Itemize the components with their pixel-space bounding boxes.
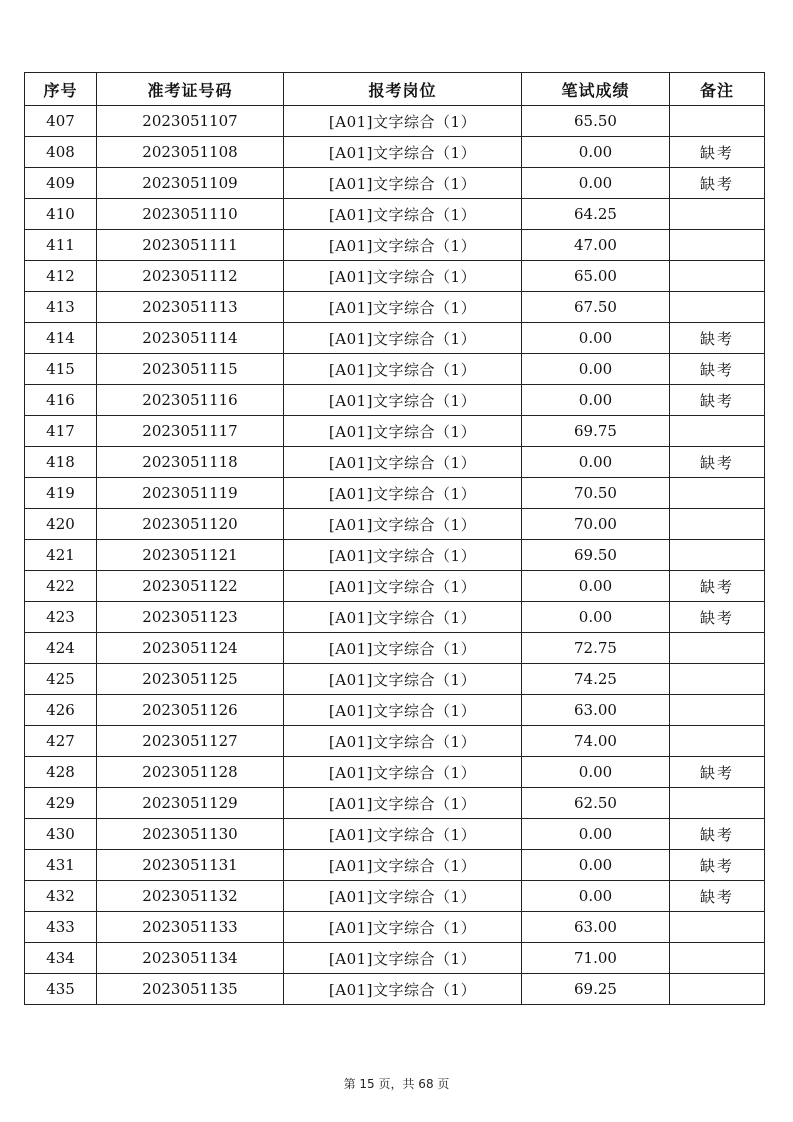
table-row <box>25 261 765 292</box>
cell-ticket-number: 2023051130 <box>97 819 284 850</box>
table-row <box>25 602 765 633</box>
cell-position: [A01]文字综合（1） <box>284 881 522 912</box>
cell-ticket-number: 2023051108 <box>97 137 284 168</box>
cell-remarks <box>670 509 765 540</box>
cell-position: [A01]文字综合（1） <box>284 788 522 819</box>
cell-remarks <box>670 416 765 447</box>
cell-ticket-number: 2023051121 <box>97 540 284 571</box>
table-row <box>25 912 765 943</box>
header-seq: 序号 <box>25 73 97 106</box>
cell-position: [A01]文字综合（1） <box>284 974 522 1005</box>
cell-seq: 427 <box>25 726 97 757</box>
cell-ticket-number: 2023051122 <box>97 571 284 602</box>
cell-written-score: 65.50 <box>522 106 670 137</box>
table-body <box>25 106 765 1005</box>
cell-seq: 407 <box>25 106 97 137</box>
cell-written-score: 72.75 <box>522 633 670 664</box>
cell-seq: 430 <box>25 819 97 850</box>
cell-seq: 424 <box>25 633 97 664</box>
cell-position: [A01]文字综合（1） <box>284 106 522 137</box>
cell-position: [A01]文字综合（1） <box>284 633 522 664</box>
cell-ticket-number: 2023051114 <box>97 323 284 354</box>
cell-written-score: 65.00 <box>522 261 670 292</box>
cell-ticket-number: 2023051128 <box>97 757 284 788</box>
cell-ticket-number: 2023051109 <box>97 168 284 199</box>
cell-remarks <box>670 106 765 137</box>
cell-ticket-number: 2023051125 <box>97 664 284 695</box>
cell-remarks <box>670 912 765 943</box>
cell-position: [A01]文字综合（1） <box>284 137 522 168</box>
header-position: 报考岗位 <box>284 73 522 106</box>
cell-seq: 422 <box>25 571 97 602</box>
cell-position: [A01]文字综合（1） <box>284 695 522 726</box>
cell-written-score: 63.00 <box>522 695 670 726</box>
table-row <box>25 168 765 199</box>
table-row <box>25 695 765 726</box>
table-row <box>25 137 765 168</box>
cell-written-score: 0.00 <box>522 323 670 354</box>
cell-seq: 410 <box>25 199 97 230</box>
header-remarks: 备注 <box>670 73 765 106</box>
cell-remarks: 缺考 <box>670 168 765 199</box>
table-row <box>25 354 765 385</box>
table-row <box>25 416 765 447</box>
cell-position: [A01]文字综合（1） <box>284 168 522 199</box>
cell-remarks: 缺考 <box>670 385 765 416</box>
table-row <box>25 447 765 478</box>
table-row <box>25 230 765 261</box>
cell-seq: 408 <box>25 137 97 168</box>
cell-written-score: 0.00 <box>522 571 670 602</box>
header-ticket-number: 准考证号码 <box>97 73 284 106</box>
cell-written-score: 71.00 <box>522 943 670 974</box>
cell-seq: 417 <box>25 416 97 447</box>
cell-remarks: 缺考 <box>670 602 765 633</box>
cell-written-score: 70.00 <box>522 509 670 540</box>
cell-position: [A01]文字综合（1） <box>284 416 522 447</box>
cell-seq: 418 <box>25 447 97 478</box>
cell-seq: 415 <box>25 354 97 385</box>
cell-written-score: 74.25 <box>522 664 670 695</box>
cell-position: [A01]文字综合（1） <box>284 354 522 385</box>
header-written-score: 笔试成绩 <box>522 73 670 106</box>
cell-seq: 420 <box>25 509 97 540</box>
table-row <box>25 633 765 664</box>
cell-ticket-number: 2023051127 <box>97 726 284 757</box>
cell-ticket-number: 2023051120 <box>97 509 284 540</box>
cell-ticket-number: 2023051115 <box>97 354 284 385</box>
cell-ticket-number: 2023051118 <box>97 447 284 478</box>
cell-remarks <box>670 633 765 664</box>
cell-ticket-number: 2023051111 <box>97 230 284 261</box>
table-header-row <box>25 73 765 106</box>
cell-written-score: 0.00 <box>522 819 670 850</box>
cell-written-score: 0.00 <box>522 850 670 881</box>
cell-remarks <box>670 540 765 571</box>
cell-ticket-number: 2023051119 <box>97 478 284 509</box>
cell-written-score: 0.00 <box>522 602 670 633</box>
cell-position: [A01]文字综合（1） <box>284 261 522 292</box>
cell-seq: 412 <box>25 261 97 292</box>
cell-written-score: 70.50 <box>522 478 670 509</box>
cell-ticket-number: 2023051107 <box>97 106 284 137</box>
cell-position: [A01]文字综合（1） <box>284 943 522 974</box>
cell-ticket-number: 2023051116 <box>97 385 284 416</box>
cell-remarks <box>670 664 765 695</box>
cell-remarks: 缺考 <box>670 137 765 168</box>
cell-seq: 416 <box>25 385 97 416</box>
cell-remarks: 缺考 <box>670 850 765 881</box>
cell-remarks <box>670 292 765 323</box>
cell-remarks <box>670 478 765 509</box>
cell-position: [A01]文字综合（1） <box>284 447 522 478</box>
cell-ticket-number: 2023051110 <box>97 199 284 230</box>
cell-remarks <box>670 788 765 819</box>
table-row <box>25 478 765 509</box>
cell-ticket-number: 2023051132 <box>97 881 284 912</box>
cell-position: [A01]文字综合（1） <box>284 509 522 540</box>
cell-ticket-number: 2023051133 <box>97 912 284 943</box>
table-row <box>25 788 765 819</box>
cell-written-score: 62.50 <box>522 788 670 819</box>
cell-position: [A01]文字综合（1） <box>284 726 522 757</box>
cell-written-score: 0.00 <box>522 757 670 788</box>
table-row <box>25 540 765 571</box>
cell-remarks <box>670 974 765 1005</box>
cell-position: [A01]文字综合（1） <box>284 292 522 323</box>
cell-position: [A01]文字综合（1） <box>284 571 522 602</box>
cell-position: [A01]文字综合（1） <box>284 819 522 850</box>
cell-position: [A01]文字综合（1） <box>284 540 522 571</box>
cell-position: [A01]文字综合（1） <box>284 323 522 354</box>
cell-seq: 421 <box>25 540 97 571</box>
table-row <box>25 881 765 912</box>
cell-written-score: 74.00 <box>522 726 670 757</box>
cell-seq: 419 <box>25 478 97 509</box>
cell-ticket-number: 2023051129 <box>97 788 284 819</box>
cell-seq: 409 <box>25 168 97 199</box>
cell-ticket-number: 2023051117 <box>97 416 284 447</box>
table-row <box>25 726 765 757</box>
cell-position: [A01]文字综合（1） <box>284 230 522 261</box>
cell-position: [A01]文字综合（1） <box>284 912 522 943</box>
table-row <box>25 323 765 354</box>
cell-written-score: 0.00 <box>522 168 670 199</box>
cell-written-score: 63.00 <box>522 912 670 943</box>
cell-position: [A01]文字综合（1） <box>284 850 522 881</box>
cell-remarks: 缺考 <box>670 323 765 354</box>
table-row <box>25 664 765 695</box>
cell-remarks <box>670 230 765 261</box>
cell-seq: 428 <box>25 757 97 788</box>
cell-written-score: 69.75 <box>522 416 670 447</box>
cell-written-score: 0.00 <box>522 385 670 416</box>
cell-ticket-number: 2023051124 <box>97 633 284 664</box>
cell-ticket-number: 2023051112 <box>97 261 284 292</box>
cell-remarks: 缺考 <box>670 447 765 478</box>
cell-seq: 413 <box>25 292 97 323</box>
table-row <box>25 509 765 540</box>
cell-remarks <box>670 726 765 757</box>
cell-written-score: 64.25 <box>522 199 670 230</box>
cell-written-score: 67.50 <box>522 292 670 323</box>
cell-ticket-number: 2023051131 <box>97 850 284 881</box>
cell-ticket-number: 2023051126 <box>97 695 284 726</box>
cell-written-score: 69.50 <box>522 540 670 571</box>
cell-seq: 434 <box>25 943 97 974</box>
cell-seq: 426 <box>25 695 97 726</box>
cell-written-score: 0.00 <box>522 881 670 912</box>
cell-written-score: 0.00 <box>522 354 670 385</box>
table-row <box>25 757 765 788</box>
cell-position: [A01]文字综合（1） <box>284 664 522 695</box>
cell-position: [A01]文字综合（1） <box>284 199 522 230</box>
cell-remarks: 缺考 <box>670 571 765 602</box>
cell-remarks: 缺考 <box>670 757 765 788</box>
cell-remarks: 缺考 <box>670 881 765 912</box>
cell-remarks <box>670 943 765 974</box>
cell-seq: 411 <box>25 230 97 261</box>
table-row <box>25 943 765 974</box>
cell-ticket-number: 2023051135 <box>97 974 284 1005</box>
cell-ticket-number: 2023051123 <box>97 602 284 633</box>
cell-seq: 423 <box>25 602 97 633</box>
cell-position: [A01]文字综合（1） <box>284 478 522 509</box>
cell-position: [A01]文字综合（1） <box>284 385 522 416</box>
cell-seq: 414 <box>25 323 97 354</box>
table-row <box>25 385 765 416</box>
cell-seq: 435 <box>25 974 97 1005</box>
cell-seq: 431 <box>25 850 97 881</box>
cell-position: [A01]文字综合（1） <box>284 602 522 633</box>
cell-written-score: 0.00 <box>522 447 670 478</box>
table-row <box>25 850 765 881</box>
cell-written-score: 47.00 <box>522 230 670 261</box>
cell-seq: 429 <box>25 788 97 819</box>
cell-remarks: 缺考 <box>670 819 765 850</box>
table-row <box>25 106 765 137</box>
table-row <box>25 292 765 323</box>
cell-written-score: 69.25 <box>522 974 670 1005</box>
cell-seq: 432 <box>25 881 97 912</box>
table-row <box>25 974 765 1005</box>
score-table-container <box>24 72 764 1005</box>
cell-ticket-number: 2023051134 <box>97 943 284 974</box>
cell-seq: 433 <box>25 912 97 943</box>
cell-remarks <box>670 261 765 292</box>
cell-written-score: 0.00 <box>522 137 670 168</box>
table-row <box>25 819 765 850</box>
table-row <box>25 199 765 230</box>
cell-position: [A01]文字综合（1） <box>284 757 522 788</box>
page-footer: 第 15 页，共 68 页 <box>343 1077 450 1091</box>
cell-ticket-number: 2023051113 <box>97 292 284 323</box>
table-row <box>25 571 765 602</box>
cell-remarks <box>670 695 765 726</box>
cell-remarks: 缺考 <box>670 354 765 385</box>
score-table <box>24 72 765 1005</box>
cell-seq: 425 <box>25 664 97 695</box>
cell-remarks <box>670 199 765 230</box>
